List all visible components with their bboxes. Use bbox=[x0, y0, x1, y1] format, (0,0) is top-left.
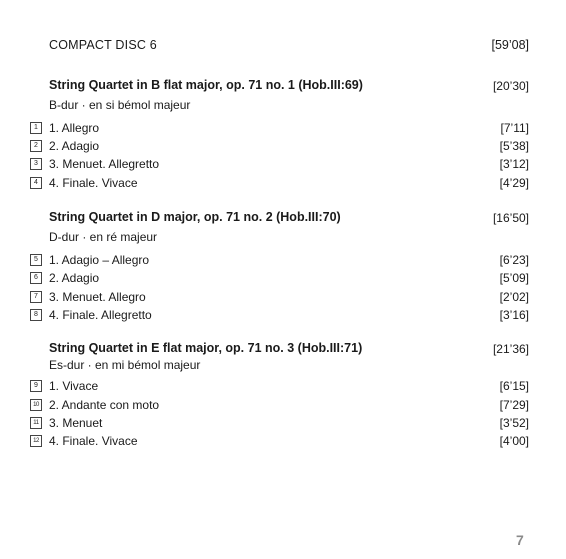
track-item bbox=[30, 157, 529, 173]
track-item bbox=[30, 416, 529, 432]
track-title: 1. Allegro bbox=[49, 121, 100, 135]
track-item bbox=[30, 434, 529, 450]
track-duration: [6’23] bbox=[499, 253, 529, 267]
track-number-box: 7 bbox=[30, 291, 42, 303]
track-title: 4. Finale. Vivace bbox=[49, 176, 138, 190]
work-duration: [20’30] bbox=[492, 79, 529, 93]
track-number-box: 3 bbox=[30, 158, 42, 170]
track-title: 3. Menuet bbox=[49, 416, 103, 430]
work-subtitle: Es-dur · en mi bémol majeur bbox=[49, 358, 201, 372]
disc-header bbox=[49, 38, 529, 54]
track-number-box: 1 bbox=[30, 122, 42, 134]
work-subtitle: B-dur · en si bémol majeur bbox=[49, 98, 191, 112]
track-duration: [4’29] bbox=[499, 176, 529, 190]
track-duration: [5’38] bbox=[499, 139, 529, 153]
work-header bbox=[49, 210, 529, 228]
track-duration: [7’29] bbox=[499, 398, 529, 412]
track-duration: [3’52] bbox=[499, 416, 529, 430]
track-title: 3. Menuet. Allegretto bbox=[49, 157, 160, 171]
track-title: 4. Finale. Vivace bbox=[49, 434, 138, 448]
track-number-box: 2 bbox=[30, 140, 42, 152]
work-subtitle: D-dur · en ré majeur bbox=[49, 230, 158, 244]
track-item bbox=[30, 139, 529, 155]
track-number-box: 12 bbox=[30, 435, 42, 447]
disc-duration: [59’08] bbox=[491, 38, 529, 52]
track-item bbox=[30, 121, 529, 137]
track-title: 1. Vivace bbox=[49, 379, 99, 393]
track-title: 2. Adagio bbox=[49, 139, 100, 153]
track-title: 1. Adagio – Allegro bbox=[49, 253, 150, 267]
track-duration: [3’16] bbox=[499, 308, 529, 322]
work-duration: [16’50] bbox=[492, 211, 529, 225]
track-title: 2. Adagio bbox=[49, 271, 100, 285]
work-header bbox=[49, 341, 529, 359]
track-title: 3. Menuet. Allegro bbox=[49, 290, 146, 304]
track-duration: [2’02] bbox=[499, 290, 529, 304]
track-item bbox=[30, 308, 529, 324]
page-number: 7 bbox=[516, 532, 524, 548]
track-number-box: 8 bbox=[30, 309, 42, 321]
work-title: String Quartet in B flat major, op. 71 no. 1 (Hob.III:69) bbox=[49, 78, 363, 92]
work-duration: [21’36] bbox=[492, 342, 529, 356]
track-number-box: 10 bbox=[30, 399, 42, 411]
track-duration: [5’09] bbox=[499, 271, 529, 285]
disc-title: COMPACT DISC 6 bbox=[49, 38, 157, 52]
track-item bbox=[30, 271, 529, 287]
track-number-box: 9 bbox=[30, 380, 42, 392]
track-number-box: 11 bbox=[30, 417, 42, 429]
track-duration: [4’00] bbox=[499, 434, 529, 448]
track-item bbox=[30, 176, 529, 192]
track-number-box: 5 bbox=[30, 254, 42, 266]
work-header bbox=[49, 78, 529, 96]
track-item bbox=[30, 290, 529, 306]
track-number-box: 4 bbox=[30, 177, 42, 189]
track-duration: [6’15] bbox=[499, 379, 529, 393]
track-duration: [3’12] bbox=[499, 157, 529, 171]
work-title: String Quartet in E flat major, op. 71 no. 3 (Hob.III:71) bbox=[49, 341, 363, 355]
track-item bbox=[30, 379, 529, 395]
track-title: 4. Finale. Allegretto bbox=[49, 308, 152, 322]
track-item bbox=[30, 253, 529, 269]
track-duration: [7’11] bbox=[500, 121, 529, 135]
work-title: String Quartet in D major, op. 71 no. 2 (Hob.III:70) bbox=[49, 210, 341, 224]
track-item bbox=[30, 398, 529, 414]
track-title: 2. Andante con moto bbox=[49, 398, 160, 412]
track-number-box: 6 bbox=[30, 272, 42, 284]
